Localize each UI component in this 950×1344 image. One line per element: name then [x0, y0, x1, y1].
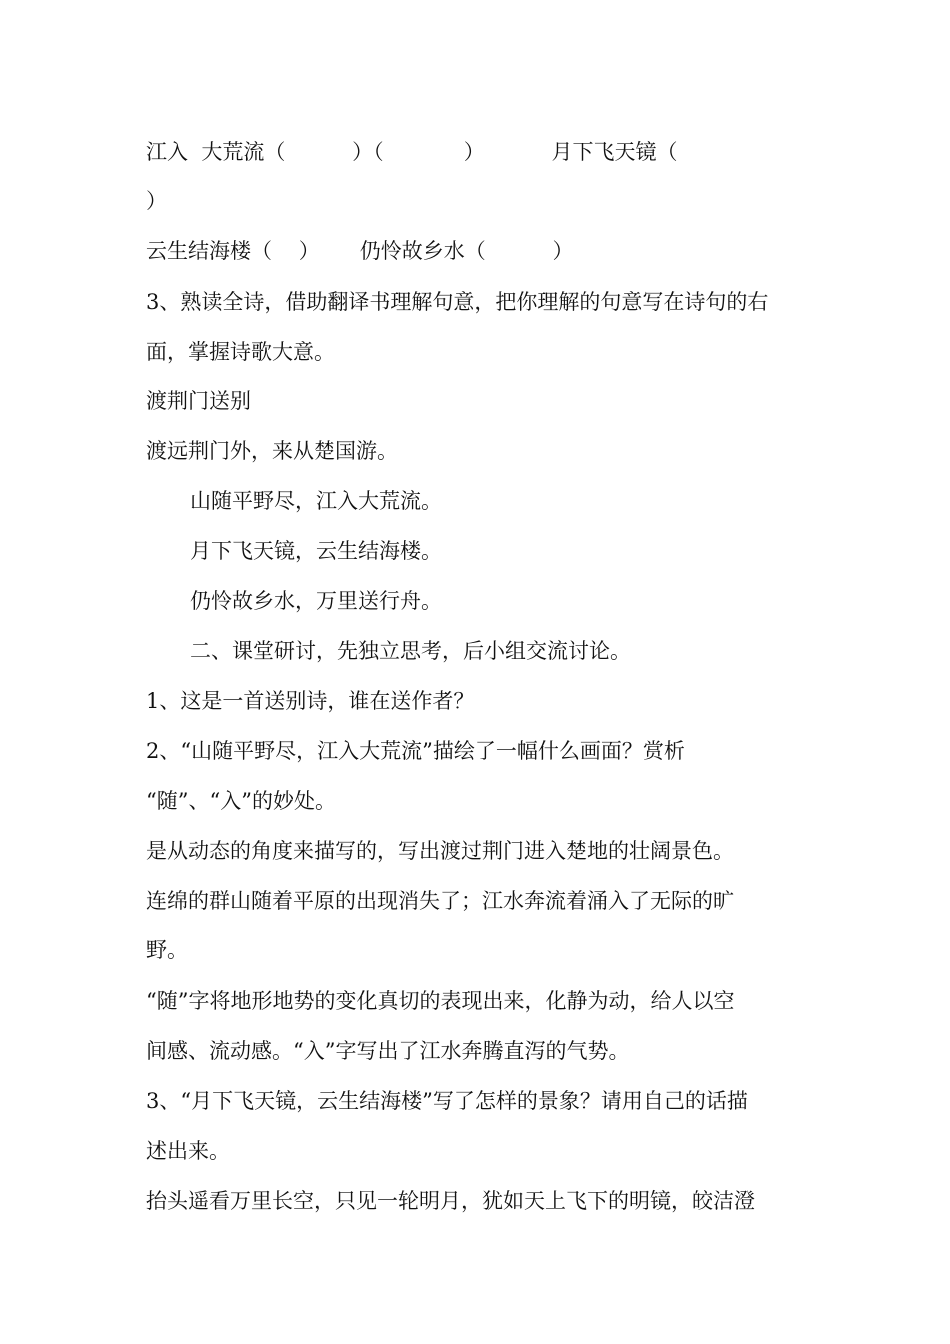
answer-3-line-1: 抬头遥看万里长空，只见一轮明月，犹如天上飞下的明镜，皎洁澄: [146, 1189, 755, 1213]
fill-blank-line-1: 江入 大荒流（ ）（ ） 月下飞天镜（: [146, 140, 678, 164]
answer-2-line-4: “随”字将地形地势的变化真切的表现出来，化静为动，给人以空: [146, 989, 735, 1013]
answer-2-line-3: 野。: [146, 938, 188, 962]
poem-line-4: 仍怜故乡水，万里送行舟。: [190, 589, 442, 613]
fill-blank-line-2: 云生结海楼（ ） 仍怜故乡水（ ）: [146, 239, 574, 263]
answer-2-line-2: 连绵的群山随着平原的出现消失了；江水奔流着涌入了无际的旷: [146, 889, 734, 913]
fill-blank-line-1-cont: ）: [146, 189, 167, 213]
section-heading: 二、课堂研讨，先独立思考，后小组交流讨论。: [190, 639, 631, 663]
task-3-instruction: 3、熟读全诗，借助翻译书理解句意，把你理解的句意写在诗句的右: [146, 290, 769, 314]
question-3: 3、“月下飞天镜，云生结海楼”写了怎样的景象？请用自己的话描: [146, 1089, 748, 1113]
question-1: 1、这是一首送别诗，谁在送作者？: [146, 689, 475, 713]
task-3-instruction-cont: 面，掌握诗歌大意。: [146, 340, 335, 364]
poem-line-1: 渡远荆门外，来从楚国游。: [146, 439, 398, 463]
question-2-cont: “随”、“入”的妙处。: [146, 789, 336, 813]
answer-2-line-1: 是从动态的角度来描写的，写出渡过荆门进入楚地的壮阔景色。: [146, 839, 734, 863]
poem-line-3: 月下飞天镜，云生结海楼。: [190, 539, 442, 563]
poem-line-2: 山随平野尽，江入大荒流。: [190, 489, 442, 513]
question-2: 2、“山随平野尽，江入大荒流”描绘了一幅什么画面？赏析: [146, 739, 685, 763]
poem-title: 渡荆门送别: [146, 389, 251, 413]
answer-2-line-5: 间感、流动感。“入”字写出了江水奔腾直泻的气势。: [146, 1039, 630, 1063]
question-3-cont: 述出来。: [146, 1139, 230, 1163]
